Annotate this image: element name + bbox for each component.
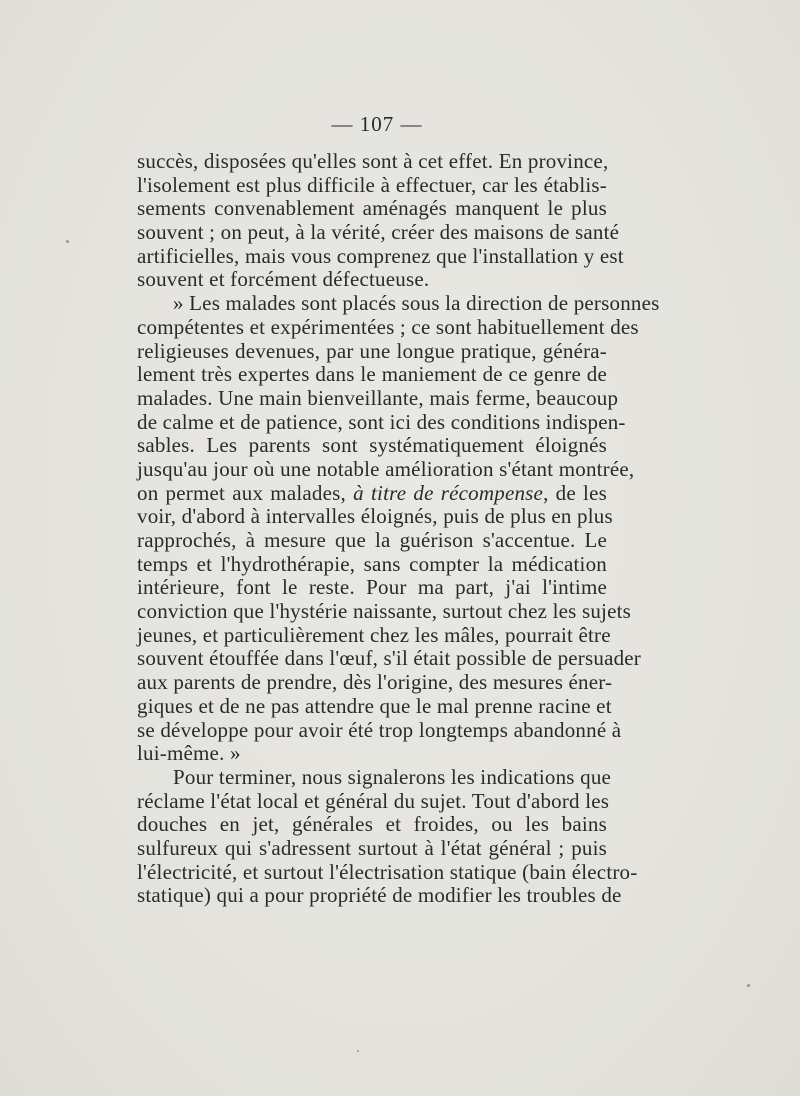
text-line: artificielles, mais vous comprenez que l'installation y est — [137, 243, 624, 268]
text-line: giques et de ne pas attendre que le mal prenne racine et — [137, 693, 612, 718]
text-line: sulfureux qui s'adressent surtout à l'état général ; puis — [137, 835, 607, 860]
text-line: lui-même. » — [137, 741, 241, 766]
text-line: compétentes et expérimentées ; ce sont habituellement des — [137, 314, 639, 339]
text-line: » Les malades sont placés sous la direction de personnes — [173, 291, 660, 316]
text-line: temps et l'hydrothérapie, sans compter la médication — [137, 551, 607, 576]
text-line: statique) qui a pour propriété de modifier les troubles de — [137, 883, 622, 908]
text-line: jeunes, et particulièrement chez les mâles, pourrait être — [137, 622, 611, 647]
text-line: l'isolement est plus difficile à effectuer, car les établis- — [137, 172, 607, 197]
text-line: succès, disposées qu'elles sont à cet effet. En province, — [137, 149, 609, 173]
text-line: de calme et de patience, sont ici des conditions indispen- — [137, 409, 626, 434]
text-line: souvent étouffée dans l'œuf, s'il était possible de persuader — [137, 646, 641, 671]
italic-phrase: à titre de récompense — [353, 480, 544, 505]
text-line: rapprochés, à mesure que la guérison s'accentue. Le — [137, 528, 607, 552]
text-line-with-italic — [137, 482, 607, 506]
paper-speck — [747, 984, 750, 987]
paper-speck — [66, 240, 69, 243]
text-line: religieuses devenues, par une longue pratique, généra- — [137, 338, 607, 363]
text-line: lement très expertes dans le maniement de ce genre de — [137, 362, 607, 387]
text-line: aux parents de prendre, dès l'origine, des mesures éner- — [137, 670, 613, 695]
text-line: intérieure, font le reste. Pour ma part, j'ai l'intime — [137, 575, 607, 600]
text-segment: , de les — [543, 480, 607, 505]
text-line: souvent ; on peut, à la vérité, créer des maisons de santé — [137, 220, 620, 245]
text-line: sements convenablement aménagés manquent le plus — [137, 196, 607, 221]
text-segment: on permet aux malades, — [137, 480, 346, 505]
page-number: — 107 — — [331, 112, 423, 136]
text-line: conviction que l'hystérie naissante, surtout chez les sujets — [137, 599, 631, 624]
text-line: malades. Une main bienveillante, mais ferme, beaucoup — [137, 385, 619, 410]
text-line: réclame l'état local et général du sujet. Tout d'abord les — [137, 788, 610, 813]
text-line: souvent et forcément défectueuse. — [137, 267, 430, 292]
text-line: se développe pour avoir été trop longtemps abandonné à — [137, 717, 622, 742]
text-line: l'électricité, et surtout l'électrisation statique (bain électro- — [137, 859, 638, 884]
text-line: sables. Les parents sont systématiquement éloignés — [137, 433, 607, 458]
text-line: Pour terminer, nous signalerons les indications que — [173, 764, 612, 789]
text-line: douches en jet, générales et froides, ou les bains — [137, 812, 607, 837]
text-line: jusqu'au jour où une notable amélioration s'étant montrée, — [137, 456, 635, 481]
body-text — [137, 149, 660, 908]
text-line: voir, d'abord à intervalles éloignés, puis de plus en plus — [137, 504, 613, 529]
paper-speck — [357, 1050, 359, 1052]
